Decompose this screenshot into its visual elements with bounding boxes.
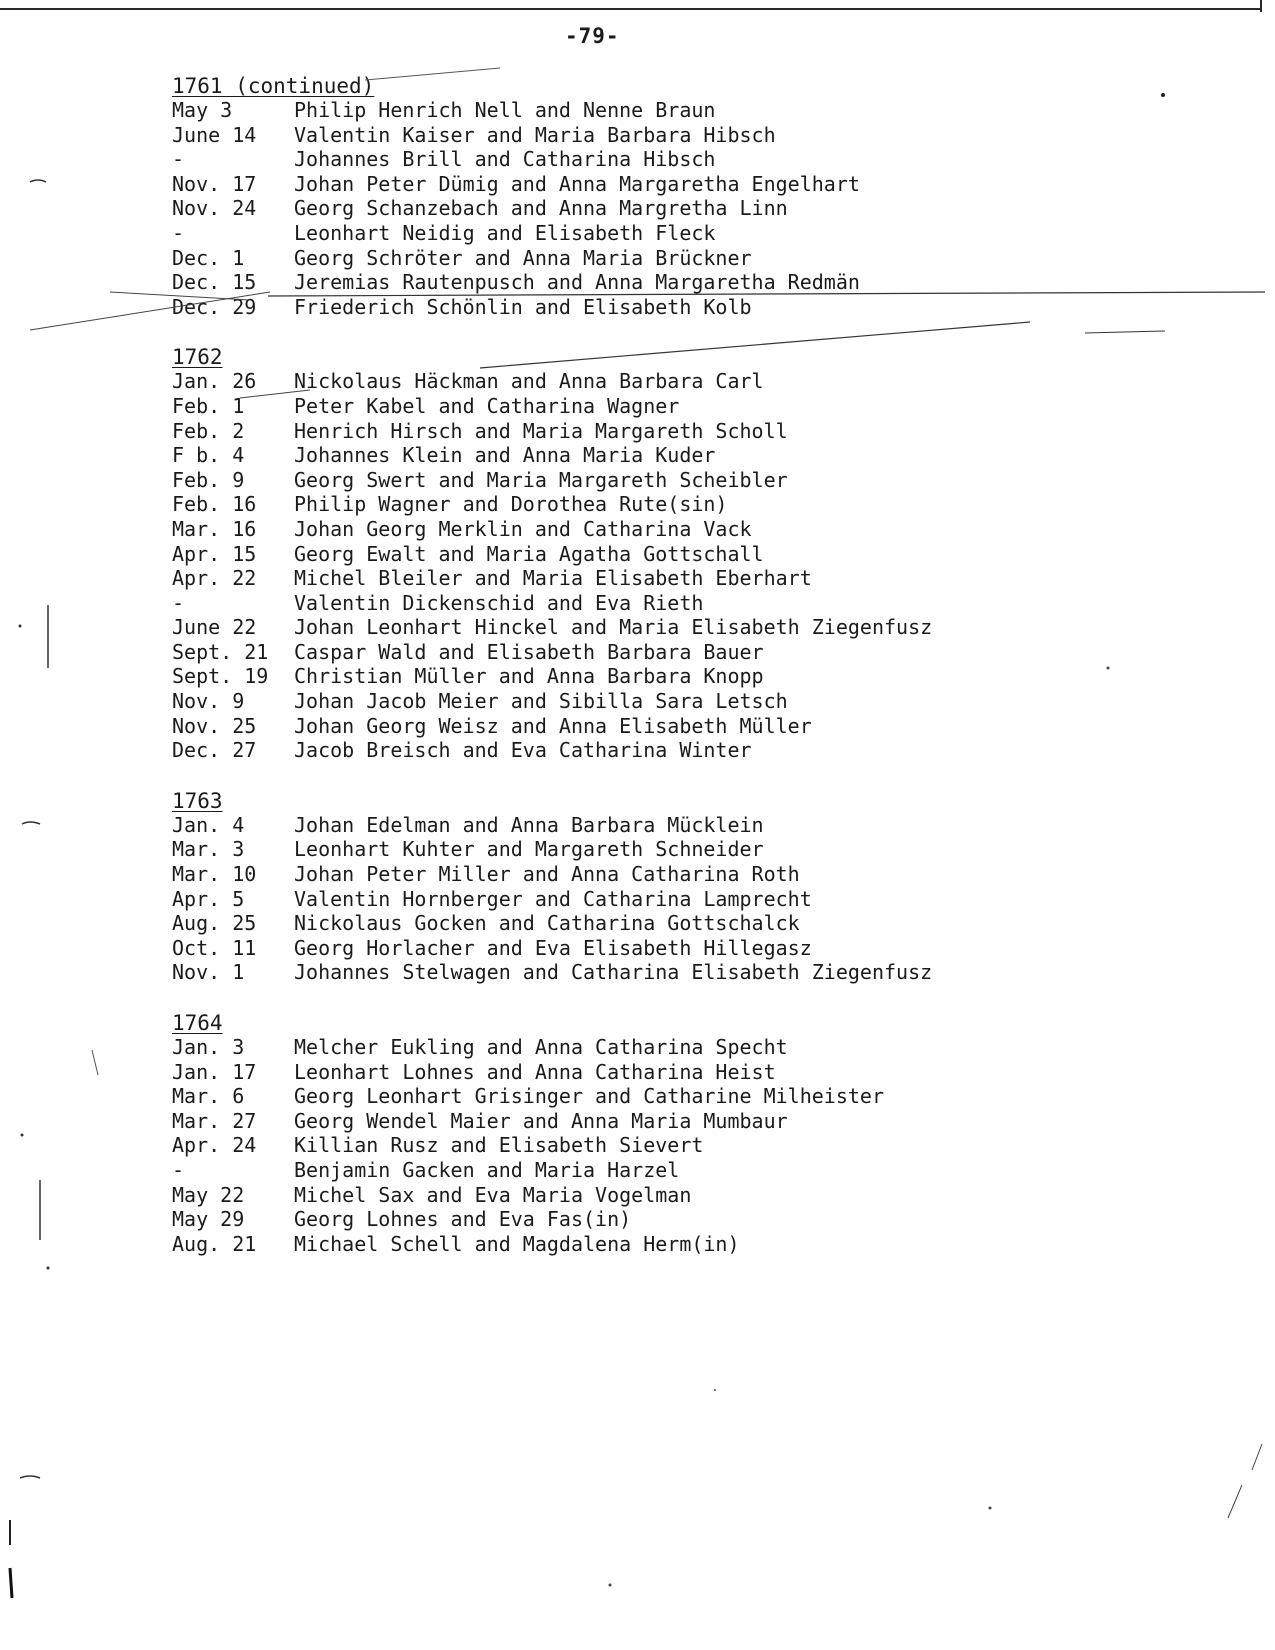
marriage-entry [172, 566, 1172, 591]
entry-names: Georg Ewalt and Maria Agatha Gottschall [294, 541, 764, 566]
entry-date: Nov. 24 [172, 196, 257, 221]
entry-date: Feb. 2 [172, 418, 245, 443]
page-number: -79- [565, 24, 620, 48]
entry-date: Apr. 15 [172, 541, 257, 566]
entry-names: Leonhart Neidig and Elisabeth Fleck [294, 220, 716, 245]
entry-names: Johannes Brill and Catharina Hibsch [294, 147, 716, 172]
entry-names: Christian Müller and Anna Barbara Knopp [294, 664, 764, 689]
entry-names: Johan Peter Dümig and Anna Margaretha Engelhart [294, 171, 860, 196]
entry-names: Jeremias Rautenpusch and Anna Margaretha Redmän [294, 270, 860, 295]
marriage-entry [172, 172, 1172, 197]
entry-date: Apr. 24 [172, 1133, 257, 1158]
entry-date: Aug. 25 [172, 911, 257, 936]
marriage-entry [172, 689, 1172, 714]
entry-date: Mar. 16 [172, 516, 257, 541]
entry-date: Dec. 27 [172, 738, 257, 763]
section-year-heading: 1761 (continued) [172, 74, 375, 98]
entry-date: Feb. 16 [172, 492, 257, 517]
entry-names: Philip Henrich Nell and Nenne Braun [294, 98, 716, 122]
entry-names: Johannes Stelwagen and Catharina Elisabeth Ziegenfusz [294, 960, 933, 985]
section-year-heading: 1764 [172, 1011, 223, 1035]
entry-date: May 3 [172, 98, 233, 122]
marriage-entry [172, 960, 1172, 985]
marriage-entry [172, 1158, 1172, 1183]
entry-names: Valentin Kaiser and Maria Barbara Hibsch [294, 122, 776, 147]
entry-date: Jan. 4 [172, 812, 245, 837]
year-section [172, 1011, 1172, 1256]
marriage-entry [172, 936, 1172, 961]
entry-names: Nickolaus Gocken and Catharina Gottschalck [294, 911, 800, 936]
entry-date: Jan. 17 [172, 1059, 257, 1084]
marriage-records [172, 74, 1172, 1282]
entry-date: Dec. 15 [172, 270, 257, 295]
entry-date: Nov. 17 [172, 171, 257, 196]
marriage-entry [172, 369, 1172, 394]
entry-names: Michel Sax and Eva Maria Vogelman [294, 1182, 692, 1207]
marriage-entry [172, 1035, 1172, 1060]
marriage-entry [172, 517, 1172, 542]
page-right-border [1260, 0, 1262, 12]
entry-names: Johan Edelman and Anna Barbara Mücklein [294, 812, 764, 837]
section-year-heading: 1762 [172, 345, 223, 370]
entry-date: Jan. 3 [172, 1035, 245, 1059]
entry-names: Georg Schanzebach and Anna Margretha Linn [294, 196, 788, 221]
marriage-entry [172, 591, 1172, 616]
entry-names: Melcher Eukling and Anna Catharina Specht [294, 1035, 788, 1059]
entry-date: - [172, 220, 185, 245]
entry-date: Nov. 25 [172, 713, 257, 738]
entry-names: Johan Jacob Meier and Sibilla Sara Letsch [294, 689, 788, 714]
marriage-entry [172, 542, 1172, 567]
marriage-entry [172, 295, 1172, 320]
entry-date: Nov. 9 [172, 689, 245, 714]
entry-names: Johan Georg Weisz and Anna Elisabeth Müller [294, 713, 812, 738]
entry-date: F b. 4 [172, 443, 245, 468]
entry-names: Michel Bleiler and Maria Elisabeth Eberhart [294, 566, 812, 591]
entry-names: Nickolaus Häckman and Anna Barbara Carl [294, 369, 764, 394]
marriage-entry [172, 394, 1172, 419]
entry-date: Oct. 11 [172, 935, 257, 960]
marriage-entry [172, 813, 1172, 838]
marriage-entry [172, 443, 1172, 468]
entry-date: Apr. 22 [172, 566, 257, 591]
year-section [172, 789, 1172, 985]
entry-date: Mar. 10 [172, 862, 257, 887]
entry-names: Georg Horlacher and Eva Elisabeth Hillegasz [294, 935, 812, 960]
marriage-entry [172, 640, 1172, 665]
marriage-entry [172, 714, 1172, 739]
marriage-entry [172, 1232, 1172, 1257]
entry-date: Mar. 3 [172, 837, 245, 862]
marriage-entry [172, 1183, 1172, 1208]
entry-date: June 22 [172, 615, 257, 640]
entry-names: Georg Schröter and Anna Maria Brückner [294, 245, 752, 270]
entry-date: June 14 [172, 122, 257, 147]
entry-date: Feb. 9 [172, 467, 245, 492]
marriage-entry [172, 862, 1172, 887]
marriage-entry [172, 468, 1172, 493]
entry-names: Johannes Klein and Anna Maria Kuder [294, 443, 716, 468]
entry-date: - [172, 1157, 185, 1182]
marriage-entry [172, 492, 1172, 517]
entry-date: Mar. 6 [172, 1084, 245, 1109]
marriage-entry [172, 221, 1172, 246]
entry-names: Johan Leonhart Hinckel and Maria Elisabeth Ziegenfusz [294, 615, 933, 640]
section-year-heading: 1763 [172, 788, 223, 813]
entry-names: Peter Kabel and Catharina Wagner [294, 393, 680, 418]
entry-date: - [172, 590, 185, 615]
entry-date: May 22 [172, 1182, 245, 1207]
entry-date: Jan. 26 [172, 369, 257, 394]
entry-date: - [172, 147, 185, 172]
entry-names: Georg Lohnes and Eva Fas(in) [294, 1207, 632, 1232]
entry-names: Jacob Breisch and Eva Catharina Winter [294, 738, 752, 763]
marriage-entry [172, 1084, 1172, 1109]
entry-names: Valentin Dickenschid and Eva Rieth [294, 590, 704, 615]
entry-names: Valentin Hornberger and Catharina Lamprecht [294, 886, 812, 911]
marriage-entry [172, 147, 1172, 172]
entry-names: Philip Wagner and Dorothea Rute(sin) [294, 492, 728, 517]
marriage-entry [172, 911, 1172, 936]
entry-date: Sept. 21 [172, 639, 269, 664]
marriage-entry [172, 196, 1172, 221]
marriage-entry [172, 1060, 1172, 1085]
entry-date: Apr. 5 [172, 886, 245, 911]
marriage-entry [172, 1133, 1172, 1158]
marriage-entry [172, 98, 1172, 123]
entry-date: Dec. 1 [172, 245, 245, 270]
entry-date: Dec. 29 [172, 294, 257, 319]
page-top-border [0, 8, 1262, 10]
entry-date: Feb. 1 [172, 393, 245, 418]
marriage-entry [172, 246, 1172, 271]
entry-date: Nov. 1 [172, 960, 245, 985]
entry-date: Aug. 21 [172, 1231, 257, 1256]
year-section [172, 74, 1172, 319]
entry-names: Leonhart Lohnes and Anna Catharina Heist [294, 1059, 776, 1084]
year-section [172, 345, 1172, 763]
marriage-entry [172, 123, 1172, 148]
entry-names: Georg Swert and Maria Margareth Scheibler [294, 467, 788, 492]
entry-names: Friederich Schönlin and Elisabeth Kolb [294, 294, 752, 319]
entry-date: Mar. 27 [172, 1108, 257, 1133]
entry-names: Benjamin Gacken and Maria Harzel [294, 1157, 680, 1182]
marriage-entry [172, 270, 1172, 295]
entry-names: Georg Wendel Maier and Anna Maria Mumbaur [294, 1108, 788, 1133]
marriage-entry [172, 1207, 1172, 1232]
entry-names: Michael Schell and Magdalena Herm(in) [294, 1231, 740, 1256]
entry-names: Georg Leonhart Grisinger and Catharine Milheister [294, 1084, 885, 1109]
entry-names: Leonhart Kuhter and Margareth Schneider [294, 837, 764, 862]
entry-names: Henrich Hirsch and Maria Margareth Scholl [294, 418, 788, 443]
marriage-entry [172, 738, 1172, 763]
entry-date: Sept. 19 [172, 664, 269, 689]
marriage-entry [172, 419, 1172, 444]
marriage-entry [172, 615, 1172, 640]
entry-names: Johan Peter Miller and Anna Catharina Roth [294, 862, 800, 887]
marriage-entry [172, 1109, 1172, 1134]
entry-date: May 29 [172, 1207, 245, 1232]
marriage-entry [172, 664, 1172, 689]
entry-names: Johan Georg Merklin and Catharina Vack [294, 516, 752, 541]
entry-names: Caspar Wald and Elisabeth Barbara Bauer [294, 639, 764, 664]
marriage-entry [172, 837, 1172, 862]
marriage-entry [172, 887, 1172, 912]
entry-names: Killian Rusz and Elisabeth Sievert [294, 1133, 704, 1158]
